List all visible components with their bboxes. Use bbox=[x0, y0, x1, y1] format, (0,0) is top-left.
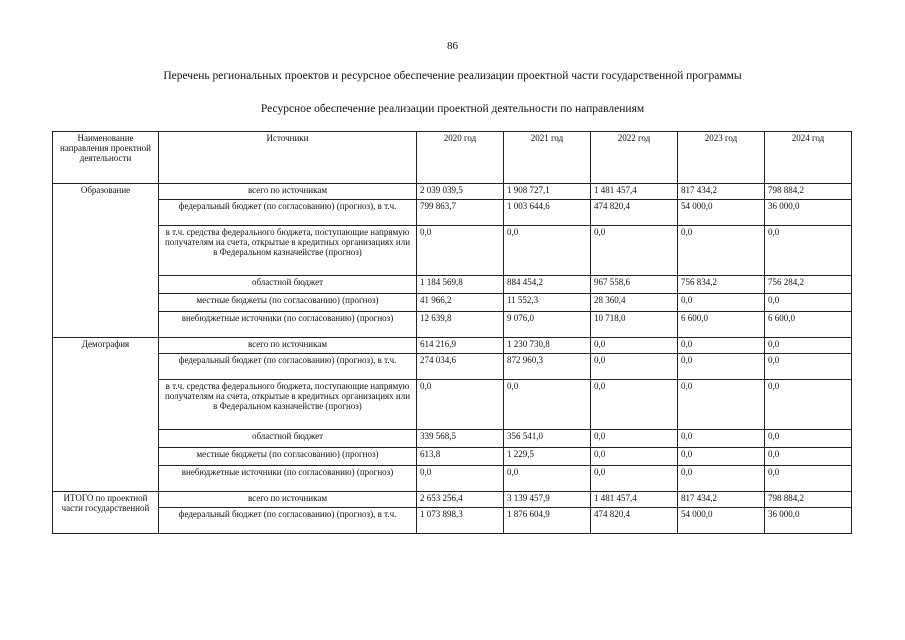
table-row bbox=[53, 226, 852, 276]
direction-name: ИТОГО по проектной части государственной bbox=[53, 492, 159, 534]
header-year-2022: 2022 год bbox=[591, 132, 678, 184]
value-cell: 54 000,0 bbox=[678, 200, 765, 226]
value-cell: 36 000,0 bbox=[765, 200, 852, 226]
source-label: областной бюджет bbox=[159, 276, 417, 294]
value-cell: 884 454,2 bbox=[504, 276, 591, 294]
value-cell: 0,0 bbox=[591, 430, 678, 448]
source-label: в т.ч. средства федерального бюджета, поступающие напрямую получателям на счета, открытые в кредитных организациях или в Федеральном казначействе (прогноз) bbox=[159, 226, 417, 276]
header-year-2023: 2023 год bbox=[678, 132, 765, 184]
table-row bbox=[53, 276, 852, 294]
resource-table bbox=[52, 131, 852, 534]
value-cell: 2 653 256,4 bbox=[417, 492, 504, 508]
value-cell: 0,0 bbox=[678, 466, 765, 492]
value-cell: 1 073 898,3 bbox=[417, 508, 504, 534]
value-cell: 0,0 bbox=[765, 448, 852, 466]
value-cell: 0,0 bbox=[765, 226, 852, 276]
source-label: федеральный бюджет (по согласованию) (прогноз), в т.ч. bbox=[159, 354, 417, 380]
value-cell: 0,0 bbox=[504, 226, 591, 276]
source-label: в т.ч. средства федерального бюджета, поступающие напрямую получателям на счета, открытые в кредитных организациях или в Федеральном казначействе (прогноз) bbox=[159, 380, 417, 430]
value-cell: 356 541,0 bbox=[504, 430, 591, 448]
value-cell: 6 600,0 bbox=[678, 312, 765, 338]
value-cell: 339 568,5 bbox=[417, 430, 504, 448]
value-cell: 1 876 604,9 bbox=[504, 508, 591, 534]
value-cell: 10 718,0 bbox=[591, 312, 678, 338]
value-cell: 756 834,2 bbox=[678, 276, 765, 294]
header-year-2021: 2021 год bbox=[504, 132, 591, 184]
header-sources: Источники bbox=[159, 132, 417, 184]
value-cell: 0,0 bbox=[504, 380, 591, 430]
table-row bbox=[53, 354, 852, 380]
value-cell: 0,0 bbox=[591, 380, 678, 430]
value-cell: 0,0 bbox=[765, 380, 852, 430]
value-cell: 0,0 bbox=[417, 466, 504, 492]
value-cell: 0,0 bbox=[591, 354, 678, 380]
value-cell: 0,0 bbox=[417, 380, 504, 430]
value-cell: 36 000,0 bbox=[765, 508, 852, 534]
header-year-2020: 2020 год bbox=[417, 132, 504, 184]
direction-name: Демография bbox=[53, 338, 159, 492]
source-label: всего по источникам bbox=[159, 492, 417, 508]
value-cell: 1 184 569,8 bbox=[417, 276, 504, 294]
value-cell: 41 966,2 bbox=[417, 294, 504, 312]
value-cell: 11 552,3 bbox=[504, 294, 591, 312]
table-row bbox=[53, 380, 852, 430]
value-cell: 817 434,2 bbox=[678, 492, 765, 508]
source-label: местные бюджеты (по согласованию) (прогноз) bbox=[159, 448, 417, 466]
value-cell: 756 284,2 bbox=[765, 276, 852, 294]
value-cell: 0,0 bbox=[765, 354, 852, 380]
source-label: федеральный бюджет (по согласованию) (прогноз), в т.ч. bbox=[159, 200, 417, 226]
table-row bbox=[53, 430, 852, 448]
value-cell: 12 639,8 bbox=[417, 312, 504, 338]
source-label: внебюджетные источники (по согласованию) (прогноз) bbox=[159, 466, 417, 492]
table-row bbox=[53, 184, 852, 200]
value-cell: 54 000,0 bbox=[678, 508, 765, 534]
table-row bbox=[53, 466, 852, 492]
value-cell: 3 139 457,9 bbox=[504, 492, 591, 508]
direction-name: Образование bbox=[53, 184, 159, 338]
value-cell: 0,0 bbox=[765, 338, 852, 354]
value-cell: 967 558,6 bbox=[591, 276, 678, 294]
value-cell: 0,0 bbox=[678, 380, 765, 430]
table-row bbox=[53, 492, 852, 508]
source-label: областной бюджет bbox=[159, 430, 417, 448]
value-cell: 274 034,6 bbox=[417, 354, 504, 380]
value-cell: 0,0 bbox=[504, 466, 591, 492]
value-cell: 0,0 bbox=[678, 430, 765, 448]
header-direction: Наименование направления проектной деятельности bbox=[53, 132, 159, 184]
value-cell: 0,0 bbox=[765, 466, 852, 492]
value-cell: 0,0 bbox=[678, 354, 765, 380]
value-cell: 28 360,4 bbox=[591, 294, 678, 312]
table-row bbox=[53, 312, 852, 338]
source-label: всего по источникам bbox=[159, 338, 417, 354]
table-row bbox=[53, 448, 852, 466]
value-cell: 0,0 bbox=[678, 338, 765, 354]
value-cell: 0,0 bbox=[678, 448, 765, 466]
table-caption: Ресурсное обеспечение реализации проектной деятельности по направлениям bbox=[260, 103, 645, 115]
value-cell: 0,0 bbox=[765, 430, 852, 448]
value-cell: 0,0 bbox=[591, 448, 678, 466]
value-cell: 0,0 bbox=[591, 466, 678, 492]
value-cell: 1 481 457,4 bbox=[591, 492, 678, 508]
value-cell: 614 216,9 bbox=[417, 338, 504, 354]
value-cell: 1 908 727,1 bbox=[504, 184, 591, 200]
table-row bbox=[53, 200, 852, 226]
value-cell: 817 434,2 bbox=[678, 184, 765, 200]
source-label: местные бюджеты (по согласованию) (прогноз) bbox=[159, 294, 417, 312]
document-title: Перечень региональных проектов и ресурсное обеспечение реализации проектной части государственной программы bbox=[163, 70, 742, 82]
value-cell: 9 076,0 bbox=[504, 312, 591, 338]
table-row bbox=[53, 294, 852, 312]
source-label: всего по источникам bbox=[159, 184, 417, 200]
source-label: федеральный бюджет (по согласованию) (прогноз), в т.ч. bbox=[159, 508, 417, 534]
header-year-2024: 2024 год bbox=[765, 132, 852, 184]
value-cell: 1 229,5 bbox=[504, 448, 591, 466]
table-header-row bbox=[53, 132, 852, 184]
value-cell: 0,0 bbox=[591, 338, 678, 354]
value-cell: 0,0 bbox=[765, 294, 852, 312]
value-cell: 0,0 bbox=[678, 226, 765, 276]
value-cell: 0,0 bbox=[417, 226, 504, 276]
value-cell: 799 863,7 bbox=[417, 200, 504, 226]
value-cell: 0,0 bbox=[678, 294, 765, 312]
table-row bbox=[53, 508, 852, 534]
value-cell: 2 039 039,5 bbox=[417, 184, 504, 200]
value-cell: 872 960,3 bbox=[504, 354, 591, 380]
value-cell: 0,0 bbox=[591, 226, 678, 276]
table-row bbox=[53, 338, 852, 354]
value-cell: 798 884,2 bbox=[765, 184, 852, 200]
value-cell: 1 003 644,6 bbox=[504, 200, 591, 226]
value-cell: 613,8 bbox=[417, 448, 504, 466]
value-cell: 6 600,0 bbox=[765, 312, 852, 338]
value-cell: 798 884,2 bbox=[765, 492, 852, 508]
source-label: внебюджетные источники (по согласованию) (прогноз) bbox=[159, 312, 417, 338]
page-number: 86 bbox=[447, 40, 458, 52]
value-cell: 1 230 730,8 bbox=[504, 338, 591, 354]
value-cell: 1 481 457,4 bbox=[591, 184, 678, 200]
value-cell: 474 820,4 bbox=[591, 200, 678, 226]
value-cell: 474 820,4 bbox=[591, 508, 678, 534]
